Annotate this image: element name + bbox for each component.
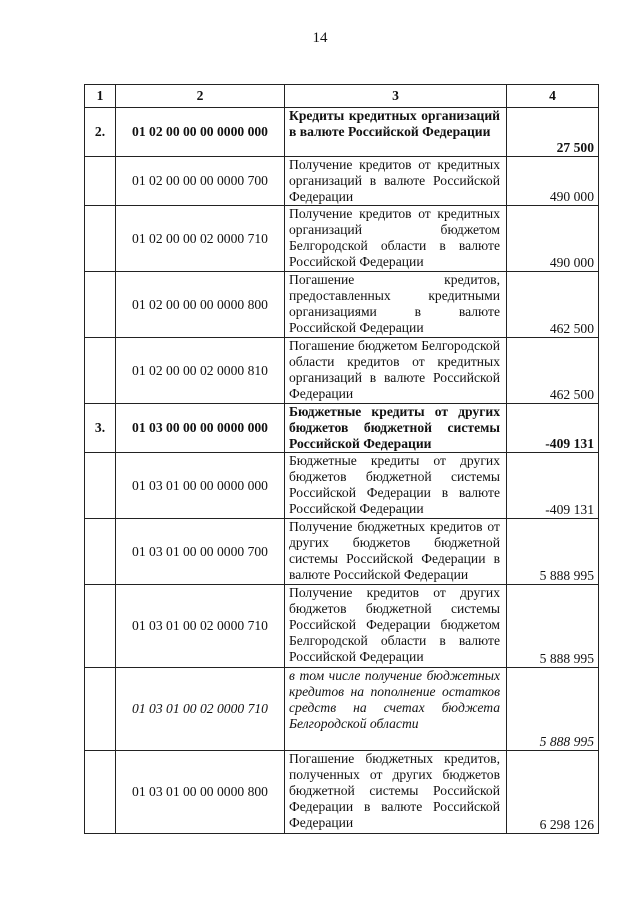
table-row <box>85 668 599 751</box>
row-description: Погашение бюджетом Белгородской области кредитов от кредитных организаций в валюте Российской Федерации <box>285 338 507 404</box>
row-number <box>85 585 116 668</box>
budget-code: 01 03 01 00 00 0000 700 <box>116 519 285 585</box>
budget-code: 01 02 00 00 02 0000 810 <box>116 338 285 404</box>
table-row <box>85 157 599 206</box>
row-number <box>85 272 116 338</box>
column-header-1: 1 <box>85 85 116 108</box>
row-amount: 5 888 995 <box>507 668 599 751</box>
row-amount: 462 500 <box>507 338 599 404</box>
budget-sources-table <box>84 84 599 834</box>
table-row <box>85 338 599 404</box>
row-amount: 5 888 995 <box>507 585 599 668</box>
row-number <box>85 206 116 272</box>
row-description: в том числе получение бюджетных кредитов на пополнение остатков средств на счетах бюджета Белгородской области <box>285 668 507 751</box>
table-row <box>85 404 599 453</box>
row-number <box>85 668 116 751</box>
table-header-row <box>85 85 599 108</box>
table-row <box>85 519 599 585</box>
budget-code: 01 03 01 00 02 0000 710 <box>116 585 285 668</box>
row-description: Получение кредитов от других бюджетов бюджетной системы Российской Федерации бюджетом Белгородской области в валюте Российской Федерации <box>285 585 507 668</box>
row-number <box>85 453 116 519</box>
column-header-2: 2 <box>116 85 285 108</box>
table-row <box>85 272 599 338</box>
budget-code: 01 02 00 00 00 0000 000 <box>116 108 285 157</box>
column-header-4: 4 <box>507 85 599 108</box>
row-description: Получение кредитов от кредитных организаций в валюте Российской Федерации <box>285 157 507 206</box>
row-description: Бюджетные кредиты от других бюджетов бюджетной системы Российской Федерации <box>285 404 507 453</box>
table-row <box>85 585 599 668</box>
row-amount: -409 131 <box>507 404 599 453</box>
row-description: Получение кредитов от кредитных организаций бюджетом Белгородской области в валюте Российской Федерации <box>285 206 507 272</box>
row-number: 2. <box>85 108 116 157</box>
row-description: Погашение бюджетных кредитов, полученных от других бюджетов бюджетной системы Российской Федерации в валюте Российской Федерации <box>285 751 507 834</box>
row-description: Погашение кредитов, предоставленных кредитными организациями в валюте Российской Федерации <box>285 272 507 338</box>
budget-code: 01 03 01 00 00 0000 000 <box>116 453 285 519</box>
row-number: 3. <box>85 404 116 453</box>
budget-code: 01 03 01 00 02 0000 710 <box>116 668 285 751</box>
table-row <box>85 453 599 519</box>
budget-code: 01 03 00 00 00 0000 000 <box>116 404 285 453</box>
table-row <box>85 108 599 157</box>
row-amount: 490 000 <box>507 157 599 206</box>
row-description: Бюджетные кредиты от других бюджетов бюджетной системы Российской Федерации в валюте Российской Федерации <box>285 453 507 519</box>
table-row <box>85 206 599 272</box>
row-amount: 6 298 126 <box>507 751 599 834</box>
row-number <box>85 519 116 585</box>
budget-code: 01 02 00 00 00 0000 700 <box>116 157 285 206</box>
table-row <box>85 751 599 834</box>
column-header-3: 3 <box>285 85 507 108</box>
row-number <box>85 751 116 834</box>
row-description: Получение бюджетных кредитов от других бюджетов бюджетной системы Российской Федерации в валюте Российской Федерации <box>285 519 507 585</box>
budget-code: 01 02 00 00 02 0000 710 <box>116 206 285 272</box>
budget-code: 01 03 01 00 00 0000 800 <box>116 751 285 834</box>
row-amount: 27 500 <box>507 108 599 157</box>
row-number <box>85 157 116 206</box>
row-amount: 5 888 995 <box>507 519 599 585</box>
row-amount: 462 500 <box>507 272 599 338</box>
page-number: 14 <box>312 30 328 46</box>
row-amount: 490 000 <box>507 206 599 272</box>
row-number <box>85 338 116 404</box>
row-description: Кредиты кредитных организаций в валюте Российской Федерации <box>285 108 507 157</box>
budget-code: 01 02 00 00 00 0000 800 <box>116 272 285 338</box>
row-amount: -409 131 <box>507 453 599 519</box>
